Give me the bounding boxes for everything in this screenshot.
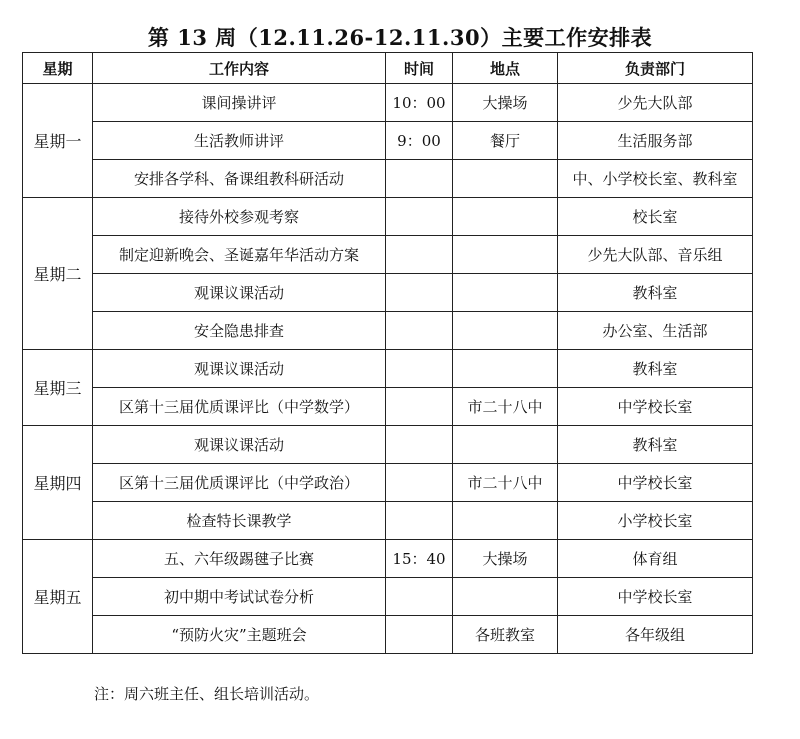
content-cell: 区第十三届优质课评比（中学政治）	[93, 464, 386, 502]
table-row	[23, 122, 753, 160]
content-cell: 安全隐患排查	[93, 312, 386, 350]
page-title: 第 13 周（12.11.26-12.11.30）主要工作安排表	[147, 25, 653, 50]
place-cell: 大操场	[453, 540, 558, 578]
time-cell	[386, 464, 453, 502]
place-cell: 各班教室	[453, 616, 558, 654]
table-row	[23, 198, 753, 236]
time-cell: 15：40	[386, 540, 453, 578]
content-cell: 检查特长课教学	[93, 502, 386, 540]
header-row	[23, 53, 753, 84]
content-cell: 观课议课活动	[93, 274, 386, 312]
place-cell	[453, 502, 558, 540]
place-cell: 餐厅	[453, 122, 558, 160]
place-cell	[453, 236, 558, 274]
time-cell	[386, 616, 453, 654]
header-dept: 负责部门	[558, 53, 753, 84]
content-cell: 生活教师讲评	[93, 122, 386, 160]
content-cell: 课间操讲评	[93, 84, 386, 122]
dept-cell: 中、小学校长室、教科室	[558, 160, 753, 198]
place-cell	[453, 426, 558, 464]
time-cell	[386, 236, 453, 274]
place-cell	[453, 198, 558, 236]
dept-cell: 校长室	[558, 198, 753, 236]
place-cell	[453, 160, 558, 198]
table-row	[23, 84, 753, 122]
dept-cell: 中学校长室	[558, 578, 753, 616]
table-row	[23, 236, 753, 274]
dept-cell: 中学校长室	[558, 388, 753, 426]
table-row	[23, 426, 753, 464]
table-row	[23, 312, 753, 350]
place-cell: 大操场	[453, 84, 558, 122]
dept-cell: 生活服务部	[558, 122, 753, 160]
dept-cell: 各年级组	[558, 616, 753, 654]
content-cell: 制定迎新晚会、圣诞嘉年华活动方案	[93, 236, 386, 274]
dept-cell: 体育组	[558, 540, 753, 578]
day-cell: 星期五	[23, 540, 93, 654]
place-cell	[453, 578, 558, 616]
schedule-table	[22, 52, 753, 654]
content-cell: 初中期中考试试卷分析	[93, 578, 386, 616]
content-cell: 观课议课活动	[93, 350, 386, 388]
time-cell: 10：00	[386, 84, 453, 122]
time-cell	[386, 274, 453, 312]
dept-cell: 教科室	[558, 274, 753, 312]
content-cell: 观课议课活动	[93, 426, 386, 464]
dept-cell: 教科室	[558, 350, 753, 388]
time-cell	[386, 578, 453, 616]
header-day: 星期	[23, 53, 93, 84]
table-row	[23, 616, 753, 654]
dept-cell: 小学校长室	[558, 502, 753, 540]
header-content: 工作内容	[93, 53, 386, 84]
place-cell	[453, 274, 558, 312]
place-cell: 市二十八中	[453, 388, 558, 426]
content-cell: “预防火灾”主题班会	[93, 616, 386, 654]
content-cell: 接待外校参观考察	[93, 198, 386, 236]
header-place: 地点	[453, 53, 558, 84]
table-row	[23, 350, 753, 388]
place-cell	[453, 350, 558, 388]
content-cell: 安排各学科、备课组教科研活动	[93, 160, 386, 198]
dept-cell: 少先大队部、音乐组	[558, 236, 753, 274]
table-row	[23, 274, 753, 312]
dept-cell: 少先大队部	[558, 84, 753, 122]
day-cell: 星期一	[23, 84, 93, 198]
place-cell	[453, 312, 558, 350]
dept-cell: 办公室、生活部	[558, 312, 753, 350]
place-cell: 市二十八中	[453, 464, 558, 502]
table-row	[23, 540, 753, 578]
day-cell: 星期二	[23, 198, 93, 350]
time-cell	[386, 350, 453, 388]
time-cell	[386, 312, 453, 350]
header-time: 时间	[386, 53, 453, 84]
dept-cell: 中学校长室	[558, 464, 753, 502]
table-row	[23, 578, 753, 616]
footnote: 注：周六班主任、组长培训活动。	[94, 685, 320, 703]
dept-cell: 教科室	[558, 426, 753, 464]
time-cell: 9：00	[386, 122, 453, 160]
time-cell	[386, 502, 453, 540]
time-cell	[386, 198, 453, 236]
content-cell: 区第十三届优质课评比（中学数学）	[93, 388, 386, 426]
table-row	[23, 388, 753, 426]
day-cell: 星期三	[23, 350, 93, 426]
time-cell	[386, 160, 453, 198]
table-row	[23, 160, 753, 198]
table-row	[23, 502, 753, 540]
day-cell: 星期四	[23, 426, 93, 540]
time-cell	[386, 388, 453, 426]
content-cell: 五、六年级踢毽子比赛	[93, 540, 386, 578]
table-row	[23, 464, 753, 502]
time-cell	[386, 426, 453, 464]
